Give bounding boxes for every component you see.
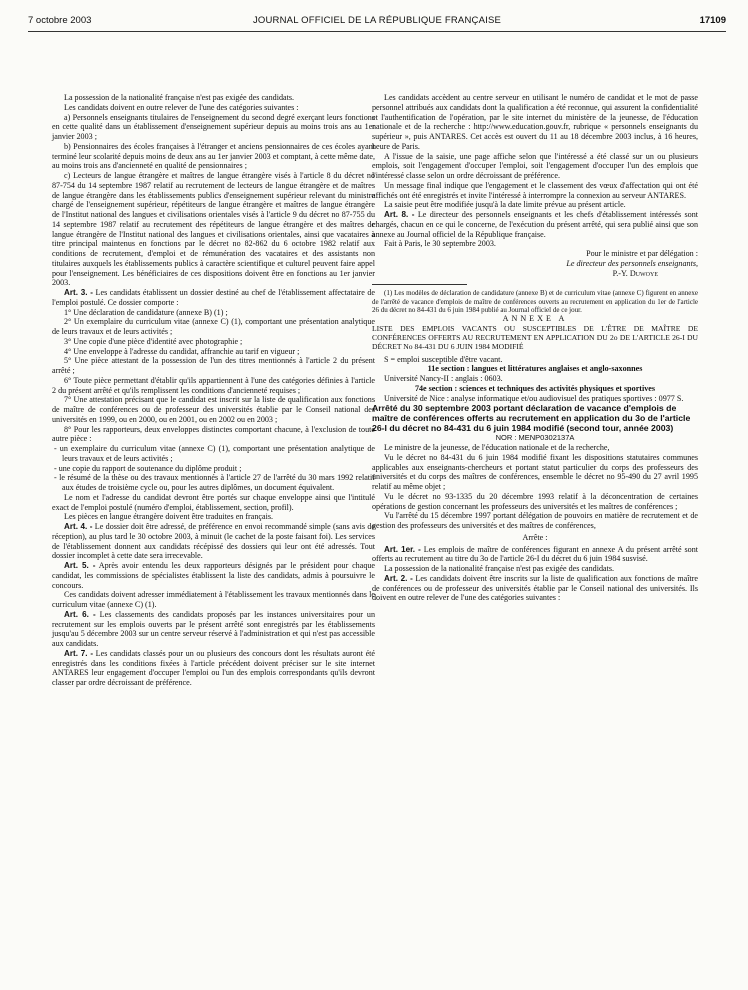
- footnote-rule: [372, 284, 467, 285]
- annex-note: S = emploi susceptible d'être vacant.: [384, 354, 503, 364]
- paragraph: Vu l'arrêté du 15 décembre 1997 portant délégation de pouvoirs en matière de recrutement et de gestion des professeurs des universités et des maîtres de conférences,: [372, 511, 698, 530]
- section-item: Université Nancy-II : anglais : 0603.: [384, 374, 503, 383]
- paragraph: Les candidats doivent en outre relever de l'une des catégories suivantes :: [64, 102, 299, 112]
- list-item: - le résumé de la thèse ou des travaux mentionnés à l'article 27 de l'arrêté du 30 mars 1992 relatif aux études de troisième cycle ou, pour les autres diplômes, un document équivalent.: [54, 473, 375, 492]
- article-label: Art. 2. -: [384, 573, 413, 583]
- section-item: Université de Nice : analyse informatique et/ou audiovisuel des pratiques sportives : 0977 S.: [384, 393, 684, 403]
- paragraph: b) Pensionnaires des écoles françaises à l'étranger et anciens pensionnaires de ces écoles ayant terminé leur scolarité depuis moins de deux ans au 1er janvier 2003 et comptant, à cette même date, au moins trois ans d'ancienneté en qualité de pensionnaires ;: [52, 141, 375, 171]
- section-title: 11e section : langues et littératures anglaises et anglo-saxonnes: [427, 364, 643, 374]
- article-text: Les candidats classés pour un ou plusieurs des concours dont les résultats auront été enregistrés dans les conditions fixées à l'article précédent doivent préciser sur le site internet ANTARES leur engagement d'occuper l'emploi ou l'un des emplois correspondants qu'ils devront classer par ordre décroissant de préférence.: [52, 648, 376, 687]
- list-item: 8° Pour les rapporteurs, deux enveloppes distinctes comportant chacune, à l'exclusion de toute autre pièce :: [52, 424, 375, 444]
- article-7: [52, 649, 375, 688]
- article-3: [52, 288, 375, 308]
- left-column: [52, 93, 375, 688]
- article-text: Après avoir entendu les deux rapporteurs désignés par le président pour chaque candidat, les commissions de spécialistes établissent la liste des candidats, admis à poursuivre le concours.: [52, 561, 376, 590]
- paragraph: A l'issue de la saisie, une page affiche selon que l'intéressé a été classé sur un ou plusieurs emplois, soit l'engagement d'occuper l'emploi, soit l'engagement d'occuper l'un des emplois que l'intéressé classe selon un ordre décroissant de préférence.: [372, 151, 698, 180]
- arrete-label: Arrête :: [522, 532, 548, 542]
- paragraph: La possession de la nationalité française n'est pas exigée des candidats.: [64, 93, 295, 102]
- article-text: Le dossier doit être adressé, de préférence en envoi recommandé simple (sans avis de réception), au plus tard le 30 octobre 2003, à minuit (le cachet de la poste faisant foi). Les services de l'établissement donnent aux candidats récépissé des dossiers qui leur ont été adressés. Tout dossier incomplet à cette date sera irrecevable.: [52, 522, 375, 561]
- paragraph: La possession de la nationalité française n'est pas exigée des candidats.: [384, 564, 615, 573]
- signature-title: Le directeur des personnels enseignants,: [566, 258, 698, 268]
- paragraph: Les pièces en langue étrangère doivent être traduites en français.: [64, 512, 273, 522]
- paragraph: Les candidats accèdent au centre serveur en utilisant le numéro de candidat et le mot de passe personnel attribués aux candidats dont la qualification a été reconnue, qui assurent la confidentialité et l'authentification de l'opération, par le site internet du ministère de la jeunesse, de l'éducation nationale et de la recherche : http://www.education.gouv.fr, rubrique « personnels enseignants du supérieur », puis ANTARES. Cet accès est ouvert du 11 au 18 décembre 2003 inclus, à 16 heures, heure de Paris.: [372, 93, 698, 151]
- article-text: Les emplois de maître de conférences figurant en annexe A du présent arrêté sont offerts au recrutement au titre du 3o de l'article 26-I du décret du 6 juin 1984 susvisé.: [372, 544, 699, 564]
- article-2: [372, 574, 698, 603]
- annex-list-title: LISTE DES EMPLOIS VACANTS OU SUSCEPTIBLES DE L'ÊTRE DE MAÎTRE DE CONFÉRENCES OFFERTS AU RECRUTEMENT EN APPLICATION DU 2o DE L'ARTICLE 26-I DU DÉCRET No 84-431 DU 6 JUIN 1984 MODIFIÉ: [372, 323, 698, 352]
- page-header: [28, 15, 726, 29]
- article-5: [52, 561, 375, 590]
- article-label: Art. 5. -: [64, 561, 96, 570]
- list-item: 4° Une enveloppe à l'adresse du candidat, affranchie au tarif en vigueur ;: [64, 346, 300, 356]
- article-8: [372, 210, 698, 239]
- article-text: Les candidats doivent être inscrits sur la liste de qualification aux fonctions de maître de conférences ou de professeur des universités établie par le Conseil national des universités. Ils doivent en outre relever de l'une des catégories suivantes :: [372, 573, 698, 603]
- article-label: Art. 8. -: [384, 210, 415, 219]
- article-6: [52, 610, 375, 649]
- list-item: 2° Un exemplaire du curriculum vitae (annexe C) (1), comportant une présentation analytique de leurs travaux et de leurs activités ;: [52, 317, 375, 336]
- article-label: Art. 1er. -: [384, 544, 421, 554]
- list-item: 1° Une déclaration de candidature (annexe B) (1) ;: [64, 307, 228, 317]
- article-text: Les candidats établissent un dossier destiné au chef de l'établissement affectataire de l'emploi postulé. Ce dossier comporte :: [52, 288, 375, 307]
- paragraph: Vu le décret no 84-431 du 6 juin 1984 modifié fixant les dispositions statutaires communes applicables aux enseignants-chercheurs et portant statut particulier du corps des professeurs des universités et du corps des maîtres de conférences, ensemble le décret no 95-490 du 27 avril 1995 relatif au même objet ;: [372, 452, 698, 491]
- paragraph: Ces candidats doivent adresser immédiatement à l'établissement les travaux mentionnés dans le curriculum vitae (annexe C) (1).: [52, 590, 375, 609]
- signature-date: Fait à Paris, le 30 septembre 2003.: [384, 239, 496, 249]
- paragraph: Le nom et l'adresse du candidat devront être portés sur chaque enveloppe ainsi que l'intitulé exact de l'emploi postulé (numéro d'emploi, établissement, section, profil).: [52, 492, 375, 512]
- signature-line: Pour le ministre et par délégation :: [586, 249, 698, 258]
- paragraph: Un message final indique que l'engagement et le classement des vœux d'affectation qui ont été affichés ont été enregistrés et invite l'intéressé à interrompre la connexion au serveur ANTARES.: [372, 180, 698, 200]
- paragraph: La saisie peut être modifiée jusqu'à la date limite prévue au présent article.: [384, 200, 626, 210]
- list-item: 7° Une attestation précisant que le candidat est inscrit sur la liste de qualification aux fonctions de maître de conférences ou de professeur des universités établie par le Conseil national des universités en 1999, ou en 2000, ou en 2001, ou en 2002 ou en 2003 ;: [52, 395, 375, 424]
- footnote: [372, 289, 698, 314]
- header-title: JOURNAL OFFICIEL DE LA RÉPUBLIQUE FRANÇAISE: [252, 15, 502, 26]
- section-title: 74e section : sciences et techniques des activités physiques et sportives: [414, 383, 656, 393]
- header-date: 7 octobre 2003: [28, 15, 92, 26]
- list-item: - un exemplaire du curriculum vitae (annexe C) (1), comportant une présentation analytique de leurs travaux et de leurs activités ;: [54, 444, 375, 463]
- decree-heading: Arrêté du 30 septembre 2003 portant déclaration de vacance d'emplois de maître de conférences offerts au recrutement en application du 3o de l'article 26-I du décret no 84-431 du 6 juin 1984 modifié (second tour, année 2003): [372, 403, 691, 434]
- footnote-text: (1) Les modèles de déclaration de candidature (annexe B) et de curriculum vitae (annexe C) figurent en annexe de l'arrêté de vacance d'emplois de maître de conférences ouverts au recrutement en application du 1er de l'article 26 du décret no 84-431 du 6 juin 1984 publié au Journal officiel de ce jour.: [372, 289, 698, 314]
- paragraph: Vu le décret no 93-1335 du 20 décembre 1993 relatif à la déconcentration de certaines opérations de gestion concernant les professeurs des universités et les maîtres de conférences ;: [372, 491, 698, 511]
- annex-title: ANNEXE A: [502, 314, 568, 324]
- article-text: Les classements des candidats proposés par les instances universitaires pour un recrutement sur les emplois ouverts par le présent arrêté sont enregistrés par les établissements jusqu'au 5 décembre 2003 sur un centre serveur réservé à l'administration et qui n'est pas accessible aux candidats.: [52, 609, 376, 648]
- list-item: 3° Une copie d'une pièce d'identité avec photographie ;: [64, 336, 243, 346]
- article-4: [52, 522, 375, 561]
- list-item: 5° Une pièce attestant de la possession de l'un des titres mentionnés à l'article 2 du présent arrêté ;: [52, 356, 375, 375]
- article-label: Art. 4. -: [64, 522, 93, 531]
- article-label: Art. 6. -: [64, 609, 96, 619]
- article-label: Art. 7. -: [64, 648, 94, 658]
- nor-reference: NOR : MENP0302137A: [495, 433, 575, 443]
- list-item: - une copie du rapport de soutenance du diplôme produit ;: [54, 463, 242, 473]
- header-page-number: 17109: [699, 15, 726, 26]
- list-item: 6° Toute pièce permettant d'établir qu'ils appartiennent à l'une des catégories définies à l'article 2 du présent arrêté et qu'ils remplissent les conditions d'ancienneté requises ;: [52, 375, 375, 395]
- signature-name: P.-Y. Duwoye: [612, 268, 658, 278]
- paragraph: Le ministre de la jeunesse, de l'éducation nationale et de la recherche,: [384, 443, 610, 452]
- right-column: [372, 93, 698, 603]
- article-label: Art. 3. -: [64, 288, 93, 297]
- article-text: Le directeur des personnels enseignants et les chefs d'établissement intéressés sont chargés, chacun en ce qui le concerne, de l'exécution du présent arrêté, qui sera publié ainsi que son annexe au Journal officiel de la République française.: [372, 210, 698, 239]
- paragraph: a) Personnels enseignants titulaires de l'enseignement du second degré exerçant leurs fonctions en cette qualité dans un établissement d'enseignement supérieur depuis au moins trois ans au 1er janvier 2003 ;: [52, 112, 375, 141]
- paragraph: c) Lecteurs de langue étrangère et maîtres de langue étrangère visés à l'article 8 du décret no 87-754 du 14 septembre 1987 relatif au recrutement de lecteurs de langue étrangère et de maîtres de langue étrangère dans les établissements publics d'enseignement supérieur relevant du ministre chargé de l'enseignement supérieur, répétiteurs de langue étrangère et maîtres de langue étrangère de l'Institut national des langues et civilisations orientales visés à l'article 9 du décret no 87-755 du 14 septembre 1987 relatif au recrutement des répétiteurs de langue étrangère et des maîtres de langue étrangère de l'Institut national des langues et civilisations orientales, ainsi que vacataires à titre principal maintenus en fonctions par le décret no 82-862 du 6 octobre 1982 relatif aux conditions de recrutement, d'emploi et de rémunération des vacataires et des assistants non titulaires auxquels les établissements publics à caractère scientifique et culturel peuvent faire appel pour l'enseignement. Les bénéficiaires de ces dispositions doivent être en fonctions au 1er janvier 2003.: [52, 171, 375, 288]
- header-rule: [28, 31, 726, 32]
- article-1: [372, 545, 698, 565]
